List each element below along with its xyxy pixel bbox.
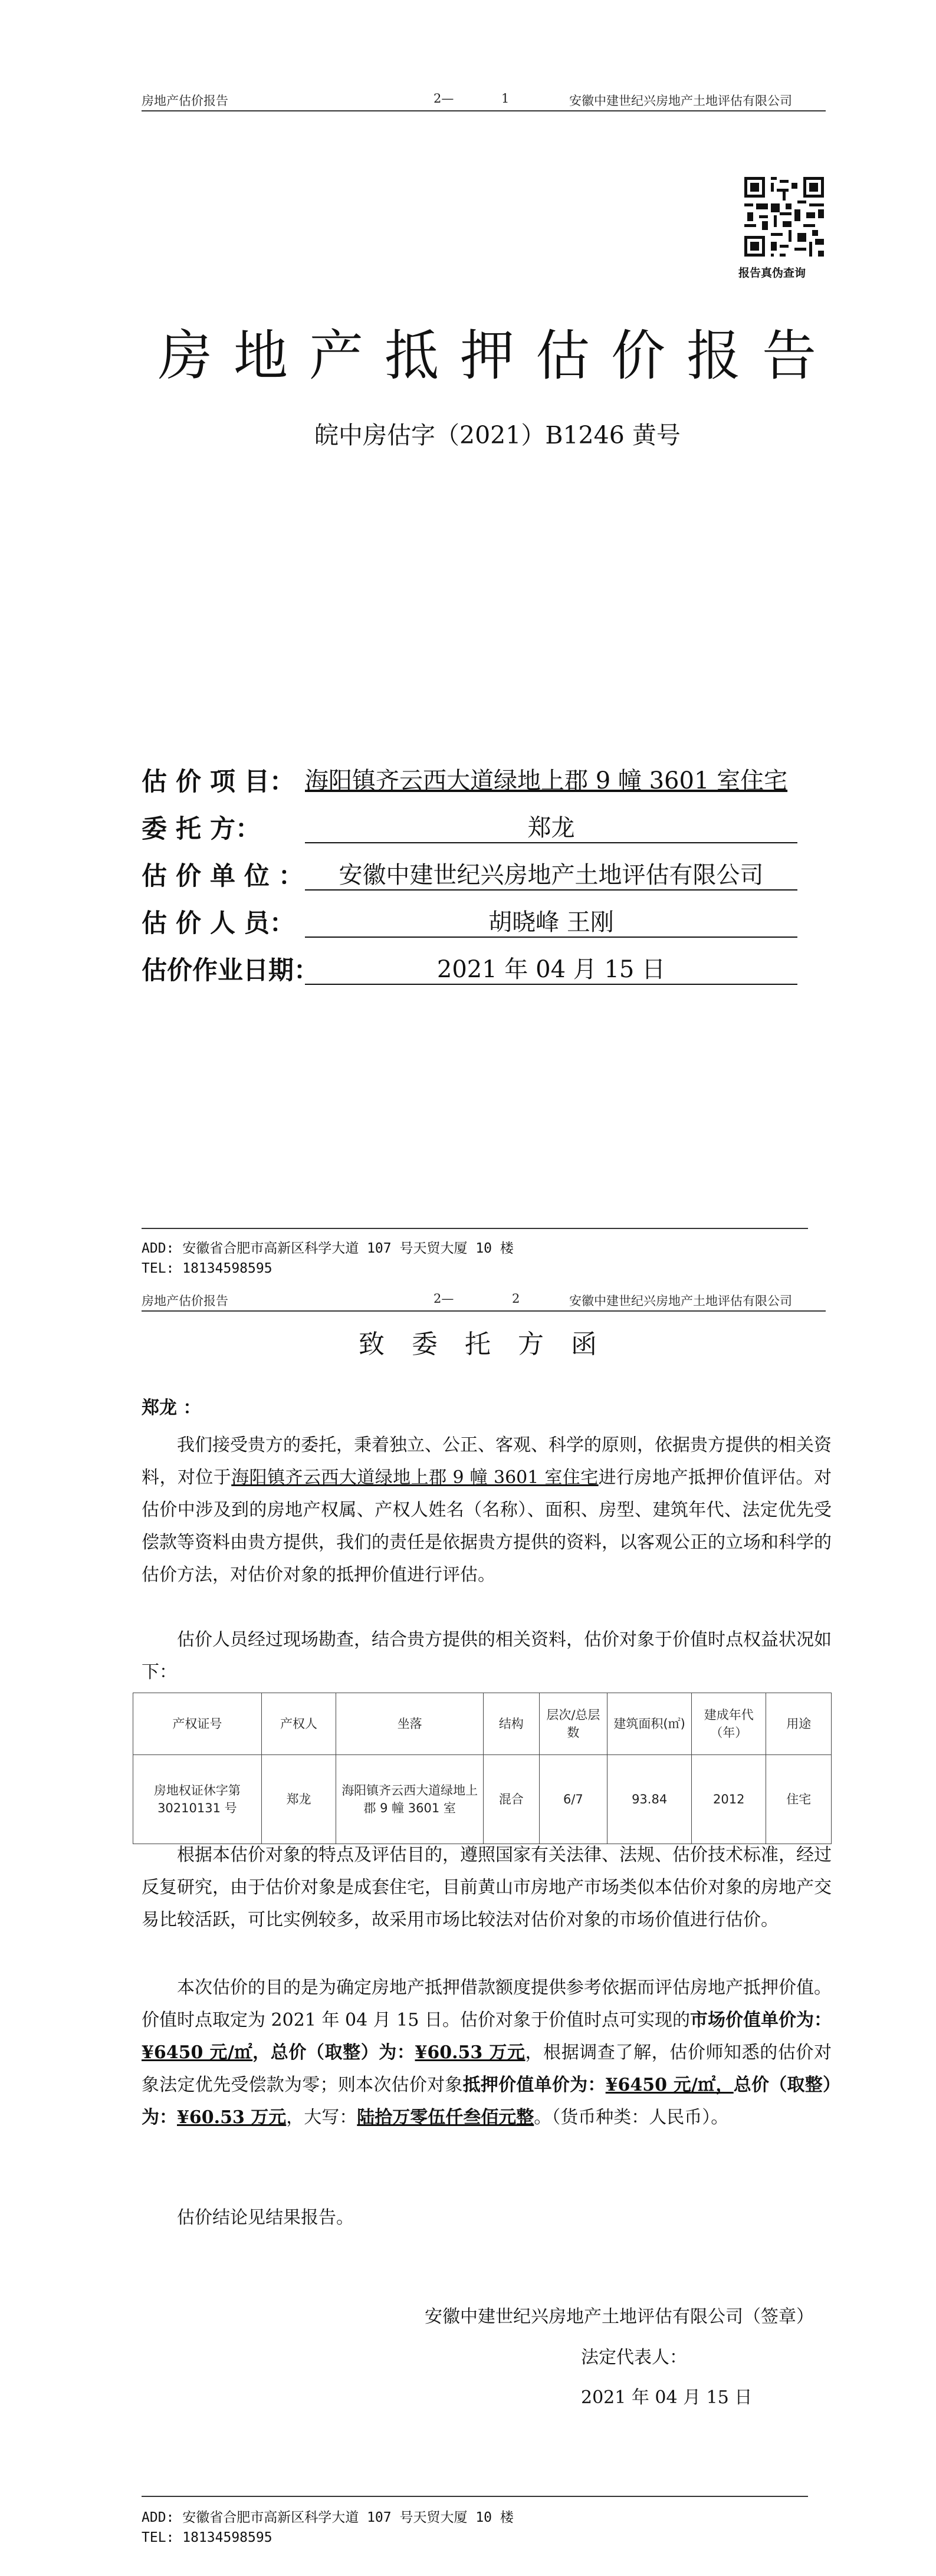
page2-footer-address: ADD: 安徽省合肥市高新区科学大道 107 号天贸大厦 10 楼 xyxy=(142,2510,514,2525)
table-cell: 6/7 xyxy=(539,1755,607,1844)
page1-footer-rule xyxy=(142,1228,808,1229)
market-total-price: ¥60.53 万元 xyxy=(415,2042,526,2063)
table-header-cell: 用途 xyxy=(766,1693,832,1755)
signature-legal-rep: 法定代表人： xyxy=(581,2347,687,2368)
paragraph-1 xyxy=(142,1429,832,1591)
page1-header-left: 房地产估价报告 xyxy=(142,94,228,108)
page1-footer-address: ADD: 安徽省合肥市高新区科学大道 107 号天贸大厦 10 楼 xyxy=(142,1241,514,1256)
table-header-cell: 产权证号 xyxy=(133,1693,262,1755)
signature-date: 2021 年 04 月 15 日 xyxy=(581,2387,753,2408)
page2-header-page: 2— xyxy=(433,1292,454,1306)
table-cell: 混合 xyxy=(484,1755,539,1844)
field-label-appraisers: 估 价 人 员： xyxy=(142,909,295,938)
qr-code-icon[interactable] xyxy=(744,177,824,257)
paragraph-4-text-f: ，根据调查了解，估价师知悉的估价对象法定优先受偿款为零；则本次估价对象 xyxy=(142,2042,832,2095)
page2-footer-tel: TEL: 18134598595 xyxy=(142,2530,272,2545)
signature-company: 安徽中建世纪兴房地产土地评估有限公司（签章） xyxy=(425,2306,814,2327)
field-underline xyxy=(305,937,797,938)
table-cell: 郑龙 xyxy=(261,1755,336,1844)
page2-header-rule xyxy=(142,1310,826,1312)
paragraph-3: 根据本估价对象的特点及评估目的，遵照国家有关法律、法规、估价技术标准，经过反复研究，由于估价对象是成套住宅，目前黄山市房地产市场类似本估价对象的房地产交易比较活跃，可比实例较多，故采用市场比较法对估价对象的市场价值进行估价。 xyxy=(142,1845,832,1930)
table-header-cell: 层次/总层数 xyxy=(539,1693,607,1755)
mortgage-total-label: 总价（取整）为： xyxy=(142,2075,832,2128)
field-value-client: 郑龙 xyxy=(527,814,575,842)
mortgage-total-in-words: 陆拾万零伍仟叁佰元整 xyxy=(357,2107,534,2128)
table-header-row xyxy=(133,1693,832,1755)
paragraph-4-text-a: 本次估价的目的是为确定房地产抵押借款额度提供参考依据而评估房地产抵押价值。价值时点取定为 2021 年 04 月 15 日。估价对象于价值时点可实现的 xyxy=(142,1977,832,2030)
table-header-cell: 建成年代（年） xyxy=(691,1693,766,1755)
paragraph-1-text-b: 进行房地产抵押价值评估。对估价中涉及到的房地产权属、产权人姓名（名称）、面积、房型、建筑年代、法定优先受偿款等资料由贵方提供，我们的责任是依据贵方提供的资料，以客观公正的立场和科学的估价方法，对估价对象的抵押价值进行评估。 xyxy=(142,1467,832,1585)
market-unit-price: ¥6450 元/㎡ xyxy=(142,2042,253,2063)
page1-header-right: 安徽中建世纪兴房地产土地评估有限公司 xyxy=(569,94,792,108)
page1-footer-tel: TEL: 18134598595 xyxy=(142,1261,272,1276)
paragraph-4-text-m: 。（货币种类：人民币）。 xyxy=(534,2107,729,2128)
field-underline xyxy=(305,889,797,891)
field-label-project: 估 价 项 目： xyxy=(142,767,295,797)
field-underline xyxy=(305,842,797,843)
page2-footer-rule xyxy=(142,2496,808,2497)
table-header-cell: 产权人 xyxy=(261,1693,336,1755)
report-number: 皖中房估字（2021）B1246 黄号 xyxy=(314,421,681,449)
table-header-cell: 建筑面积(㎡) xyxy=(607,1693,692,1755)
table-header-cell: 结构 xyxy=(484,1693,539,1755)
rights-table xyxy=(133,1693,832,1844)
page2-header-left: 房地产估价报告 xyxy=(142,1294,228,1308)
qr-caption: 报告真伪查询 xyxy=(738,267,806,280)
page1-header-page-no: 1 xyxy=(501,91,510,106)
page1-header-page: 2— xyxy=(433,91,454,106)
page2-header-page-no: 2 xyxy=(512,1292,520,1306)
field-label-appraiser-org: 估 价 单 位 ： xyxy=(142,862,304,891)
market-total-label: ，总价（取整）为： xyxy=(252,2042,415,2063)
table-cell: 房地权证休字第 30210131 号 xyxy=(133,1755,262,1844)
table-row xyxy=(133,1755,832,1844)
paragraph-5: 估价结论见结果报告。 xyxy=(177,2207,354,2228)
mortgage-unit-price-label: 抵押价值单价为： xyxy=(462,2075,606,2095)
table-cell: 海阳镇齐云西大道绿地上郡 9 幢 3601 室 xyxy=(336,1755,484,1844)
paragraph-4 xyxy=(142,1972,832,2134)
table-header-cell: 坐落 xyxy=(336,1693,484,1755)
field-value-date: 2021 年 04 月 15 日 xyxy=(436,956,666,983)
table-cell: 住宅 xyxy=(766,1755,832,1844)
mortgage-total-price: ¥60.53 万元 xyxy=(177,2107,287,2128)
field-value-project: 海阳镇齐云西大道绿地上郡 9 幢 3601 室住宅 xyxy=(305,767,788,794)
salutation: 郑龙 ： xyxy=(142,1398,201,1418)
letter-title: 致委托方函 xyxy=(359,1329,624,1359)
field-underline xyxy=(305,984,797,985)
paragraph-4-text-k: ，大写： xyxy=(286,2107,357,2128)
report-title: 房地产抵押估价报告 xyxy=(158,324,838,387)
field-label-client: 委 托 方： xyxy=(142,814,261,844)
paragraph-2: 估价人员经过现场勘查，结合贵方提供的相关资料，估价对象于价值时点权益状况如下： xyxy=(142,1629,832,1683)
paragraph-1-text-a: 我们接受贵方的委托，秉着独立、公正、客观、科学的原则，依据贵方提供的相关资料，对位于 xyxy=(142,1435,832,1488)
page2-header-right: 安徽中建世纪兴房地产土地评估有限公司 xyxy=(569,1294,792,1308)
table-cell: 93.84 xyxy=(607,1755,692,1844)
field-value-appraiser-org: 安徽中建世纪兴房地产土地评估有限公司 xyxy=(339,862,764,889)
property-address: 海阳镇齐云西大道绿地上郡 9 幢 3601 室住宅 xyxy=(231,1467,599,1488)
field-value-appraisers: 胡晓峰 王刚 xyxy=(488,909,614,936)
mortgage-unit-price: ¥6450 元/㎡， xyxy=(605,2075,734,2095)
page1-header-rule xyxy=(142,110,826,111)
market-unit-price-label: 市场价值单价为： xyxy=(689,2010,832,2030)
field-label-date: 估价作业日期： xyxy=(142,956,319,985)
table-cell: 2012 xyxy=(691,1755,766,1844)
